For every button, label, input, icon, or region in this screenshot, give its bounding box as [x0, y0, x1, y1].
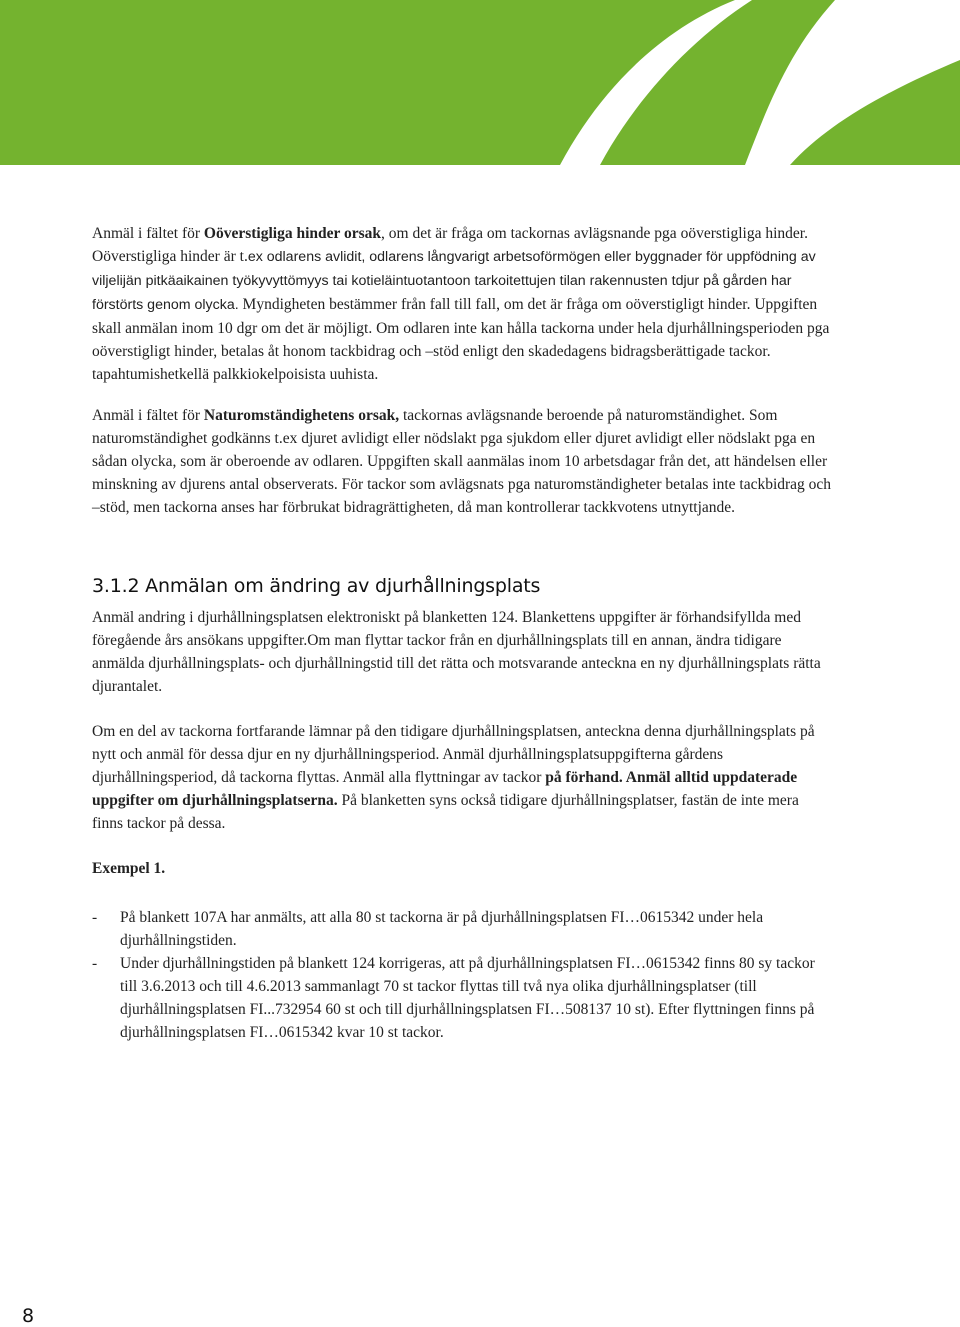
bold-term: Naturomständighetens orsak, [203, 407, 400, 424]
example-title: Exempel 1. [92, 860, 166, 877]
list-item [92, 906, 832, 952]
dash-bullet: - [92, 955, 98, 972]
bold-term: på förhand. [545, 769, 623, 786]
paragraph-overstigliga-hinder [92, 222, 832, 386]
text-run: Myndigheten bestämmer från fall till fall, om det är fråga om oöverstigligt hinder. Uppgiften skall anmälan inom 10 dgr om det är möjligt. Om odlaren inte kan hålla tackorna under hela djurhållningsperioden pga oöverstigligt hinder, betalas åt honom tackbidrag och –stöd enligt den skadedagens bidragsberättigade tackor. tapahtumishetkellä palkkiokelpoisista uuhista. [92, 296, 830, 383]
leaf-logo-graphic [0, 0, 960, 165]
text-run: , om det är fråga om tackornas avlägsnande pga oöverstigliga hinder. Oöverstigliga hinder är t. [92, 225, 808, 265]
list-item-text: Under djurhållningstiden på blankett 124 korrigeras, att på djurhållningsplatsen FI…0615342 finns 80 sy tackor till 3.6.2013 och till 4.6.2013 sammanlagt 70 st tackor flyttas till två nya olika djurhållningsplatser (till djurhållningsplatsen FI...732954 60 st och till djurhållningsplatsen FI…508137 10 st). Efter flyttningen finns på djurhållningsplatsen FI…0615342 kvar 10 st tackor. [120, 955, 815, 1041]
bold-term: Anmäl alltid uppdaterade uppgifter om djurhållningsplatserna. [92, 769, 798, 809]
text-run: tackornas avlägsnande beroende på naturomständighet. Som naturomständighet godkänns t.ex djuret avlidigt eller nödslakt pga sjukdom eller djuret avlidigt eller nödslakt pga en sådan olycka, som är oberoende av odlaren. Uppgiften skall aanmälas inom 10 arbetsdagar från det, att händelsen eller minskning av djurens antal observerats. För tackor som avlägsnats pga naturomständigheter betalas inte tackbidrag och –stöd, men tackorna anses har förbrukat bidragrättigheten, då man kontrollerar tackkvotens utnyttjande. [92, 407, 832, 516]
leaf-shape-left [560, 0, 752, 165]
text-run: Anmäl i fältet för [92, 225, 204, 242]
text-run: Om en del av tackorna fortfarande lämnar på den tidigare djurhållningsplatsen, anteckna denna djurhållningsplats på nytt och anmäl för dessa djur en ny djurhållningsperiod. Anmäl djurhållningsplatsuppgifterna gårdens djurhållningsperiod, då tackorna flyttas. Anmäl alla flyttningar av tackor [92, 723, 815, 786]
text-run: På blanketten syns också tidigare djurhållningsplatser, fastän de inte mera finns tackor på dessa. [92, 792, 799, 832]
list-item-text: På blankett 107A har anmälts, att alla 80 st tackorna är på djurhållningsplatsen FI…0615342 under hela djurhållningstiden. [120, 909, 764, 949]
document-body [92, 222, 832, 1044]
paragraph-del-av-tackorna [92, 720, 832, 835]
leaf-shape-right [745, 0, 960, 165]
bold-term: Oöverstigliga hinder orsak [203, 225, 382, 242]
section-heading: 3.1.2 Anmälan om ändring av djurhållningsplats [92, 575, 541, 597]
example-list [92, 906, 832, 1044]
text-run-sans: ex odlarens avlidit, odlarens långvarigt arbetsoförmögen eller byggnader för uppfödning av viljelijän pitkäaikainen työkyvyttömyys tai kotieläintuotantoon tarkoitettujen tilan rakennusten tdjur på gården har förstörts genom olycka. [92, 249, 816, 313]
text-run: Anmäl i fältet för [92, 407, 204, 424]
header-banner [0, 0, 960, 165]
page-number: 8 [22, 1305, 35, 1327]
list-item [92, 952, 832, 1044]
dash-bullet: - [92, 909, 98, 926]
paragraph-naturomstandighet [92, 404, 832, 519]
paragraph-andring: Anmäl andring i djurhållningsplatsen elektroniskt på blanketten 124. Blankettens uppgifter är förhandsifyllda med föregående års ansökans uppgifter.Om man flyttar tackor från en djurhållningsplats till en annan, ändra tidigare anmälda djurhållningsplats- och djurhållningstid till det rätta och motsvarande anteckna en ny djurhållningsplats rätta djurantalet. [92, 609, 821, 695]
